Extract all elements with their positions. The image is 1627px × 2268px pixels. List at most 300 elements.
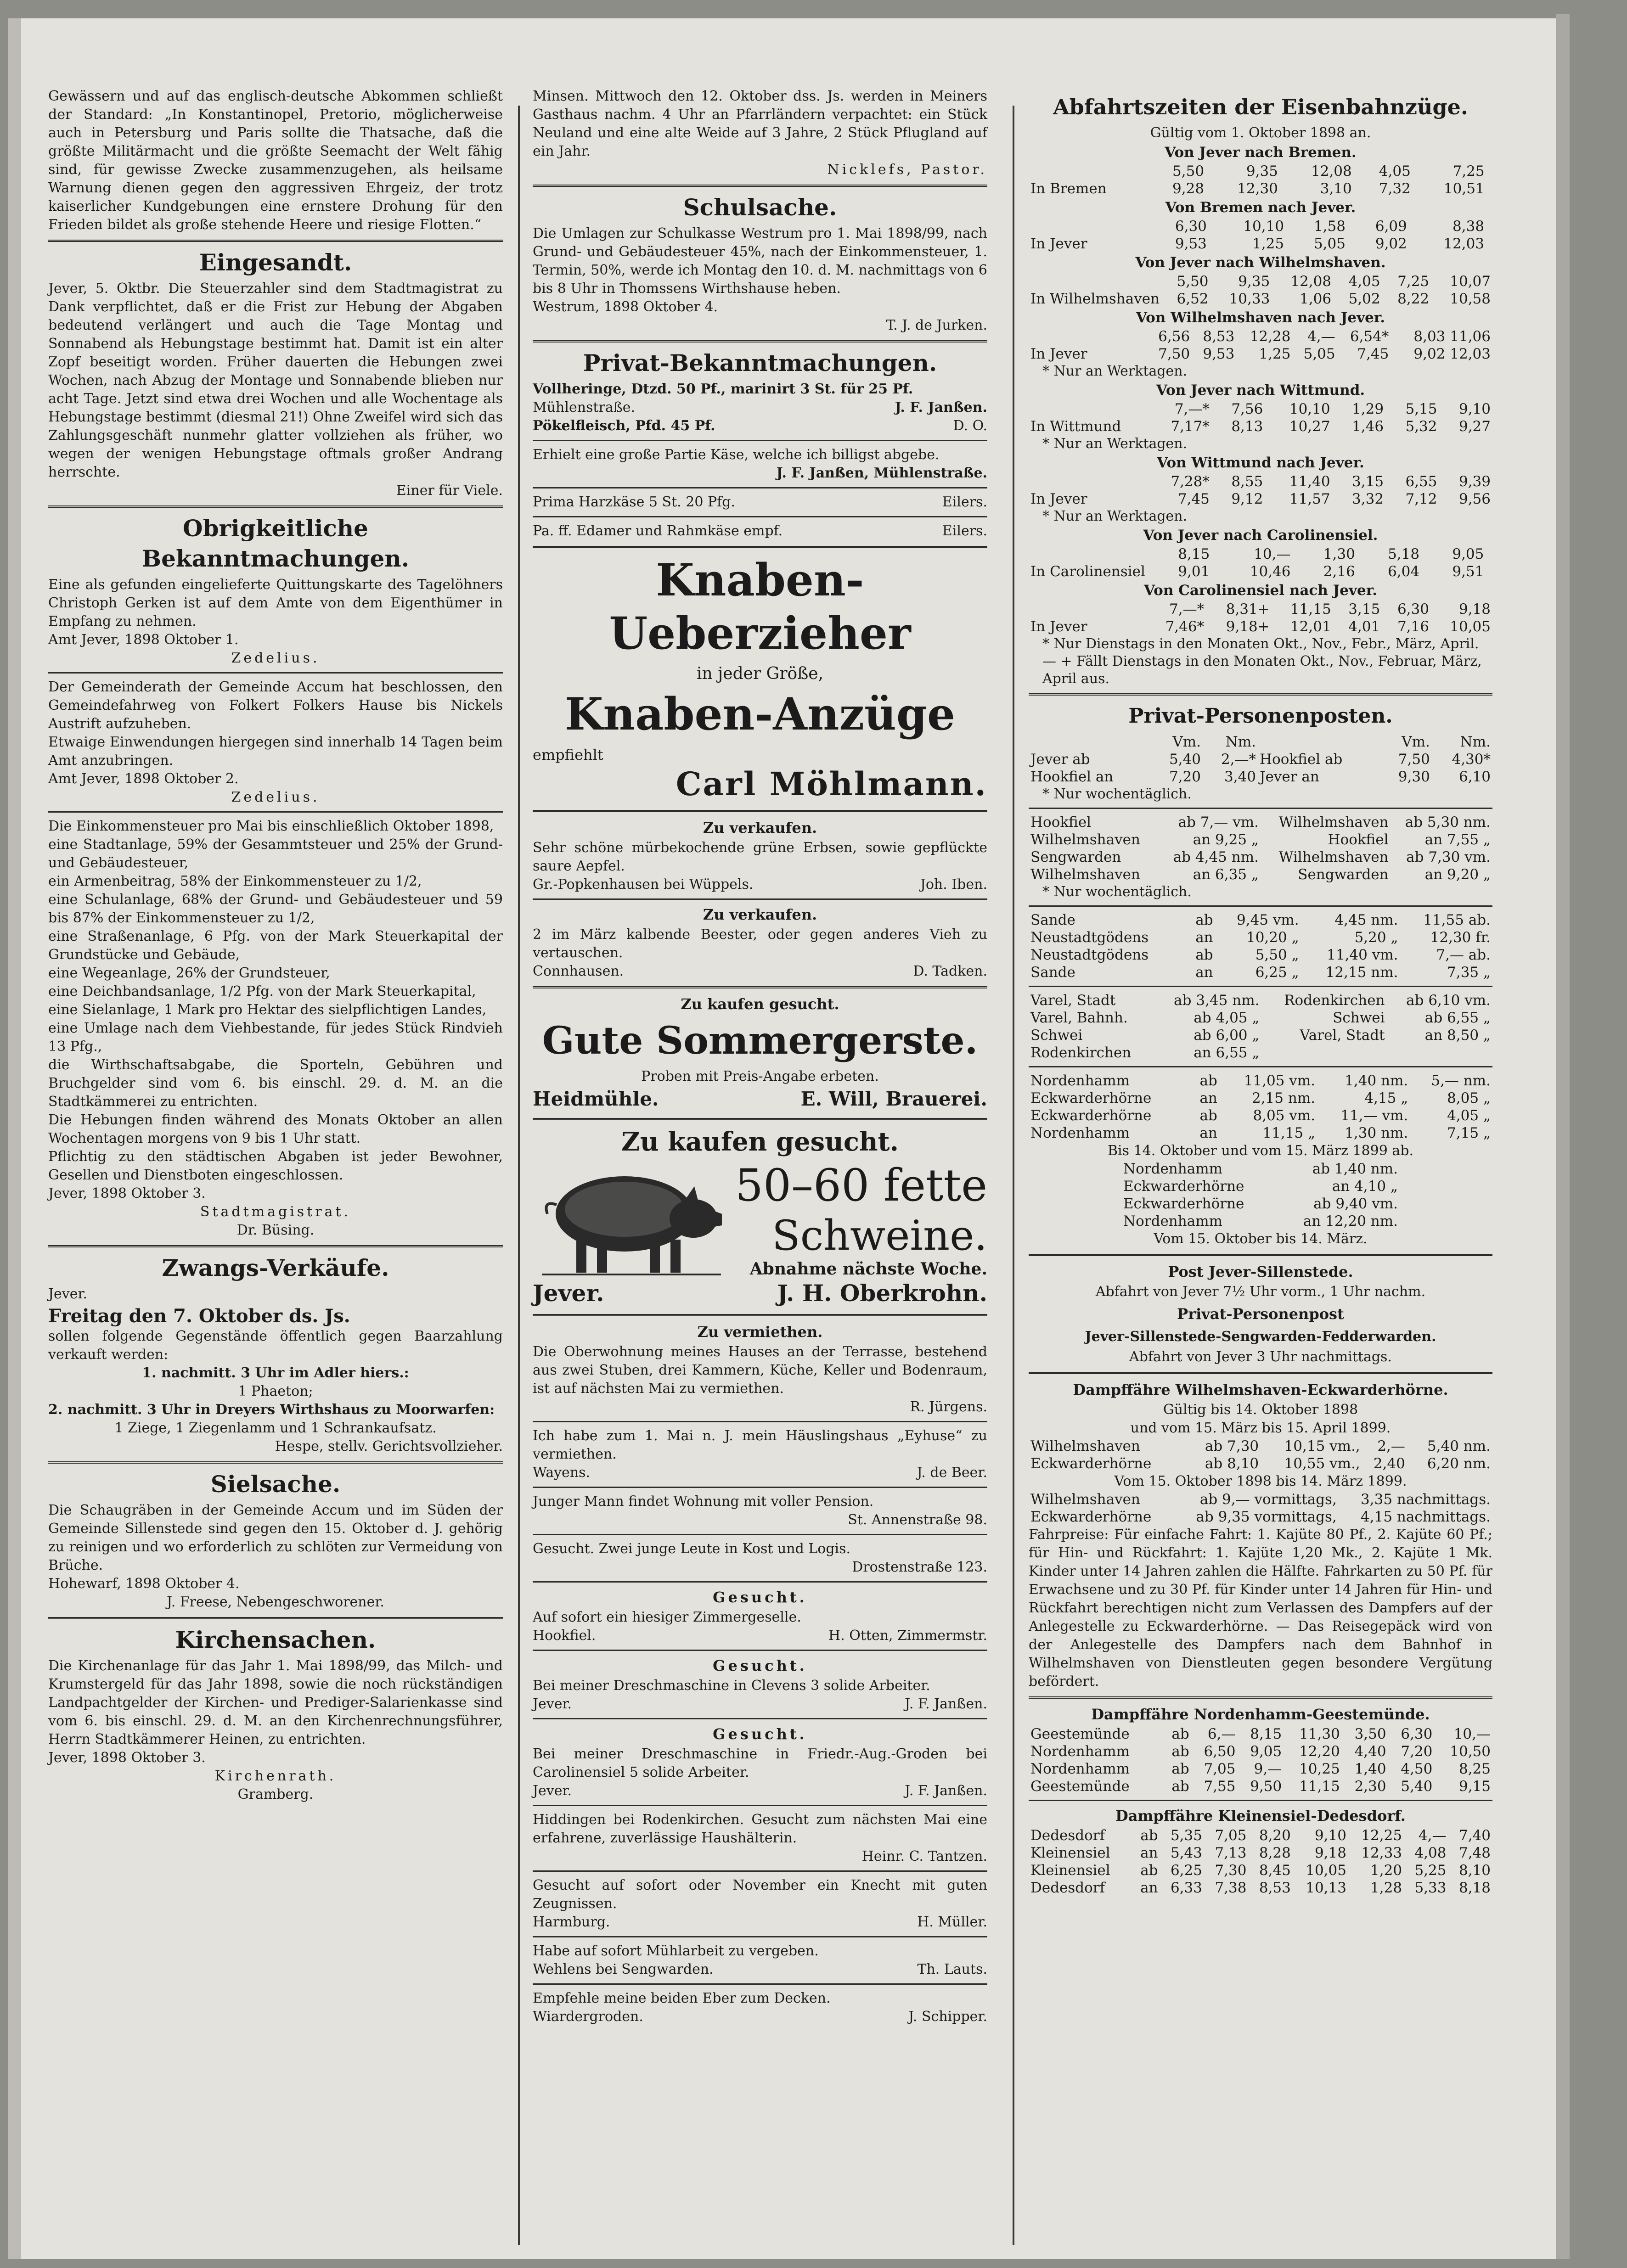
table-cell: 10,—	[1453, 1726, 1491, 1742]
table-cell: 9,—	[1254, 1761, 1282, 1777]
table-cell: Nordenhamm	[1123, 1161, 1223, 1177]
table-row	[1029, 418, 1492, 435]
divider	[533, 1534, 987, 1535]
table-cell: 6,30	[1397, 601, 1429, 618]
ad-line	[533, 876, 987, 894]
table-row	[1029, 1879, 1492, 1897]
notice-text: Eine als gefunden eingelieferte Quittungskarte des Tagelöhners Christoph Gerken ist auf dem Amte von dem Eigenthümer in Empfang zu nehmen.	[48, 577, 503, 629]
ad-heading: Zu verkaufen.	[703, 906, 817, 923]
table-cell: Wilhelmshaven	[1278, 849, 1389, 865]
table-cell: 7,50	[1398, 751, 1430, 768]
table-cell	[1029, 218, 1147, 235]
section-heading: Zwangs-Verkäufe.	[162, 1254, 389, 1281]
table-row	[1029, 328, 1492, 345]
table-cell: ab	[1140, 1827, 1158, 1844]
divider	[533, 516, 987, 517]
table-row	[1029, 1508, 1492, 1526]
table-cell: 7,25	[1397, 273, 1430, 290]
section-heading: Dampffähre Wilhelmshaven-Eckwarderhörne.	[1073, 1381, 1448, 1398]
table-cell	[1486, 545, 1492, 563]
section-heading: Kirchensachen.	[175, 1626, 376, 1653]
table-cell: 10,33	[1229, 291, 1270, 307]
table-row	[1029, 163, 1492, 180]
table-cell: Neustadtgödens	[1030, 947, 1149, 963]
table-cell: 2,—*	[1221, 751, 1256, 768]
table-cell: 6,30	[1175, 218, 1207, 235]
notice-place: Jever, 1898 Oktober 3.	[48, 1185, 206, 1201]
table-cell: 8,22	[1397, 291, 1430, 307]
table-cell: 9,45 vm.	[1237, 912, 1299, 928]
table-cell: 8,25	[1458, 1761, 1491, 1777]
letter-text: Jever, 5. Oktbr. Die Steuerzahler sind dem Stadtmagistrat zu Dank verpflichtet, daß er die Frist zur Hebung der Abgaben bedeutend verlängert und auch die Tage Montag und Sonnabend als Hebungstage bestimmt hat. Damit ist ein alter Zopf beseitigt worden. Früher dauerten die Hebungen zwei Wochen, nach Abzug der Montage und Sonnabende blieben nur acht Tage. Jetzt sind etwa drei Wochen und alle Wochentage als Hebungstage bestimmt (diesmal 21!) Ohne Zweifel wird sich das Zahlungsgeschäft nunmehr glatter vollziehen als früher, wo wegen der wenigen Hebungstage oftmals großer Andrang herrschte.	[48, 281, 503, 480]
table-cell: 8,55	[1231, 473, 1263, 490]
table-cell	[1029, 273, 1161, 290]
table-cell: ab	[1199, 1107, 1217, 1124]
table-row	[1029, 929, 1492, 946]
timetable-route-heading: Von Jever nach Wittmund.	[1156, 382, 1365, 399]
ferry-timetable	[1029, 1491, 1492, 1526]
table-cell	[1029, 733, 1152, 751]
table-cell: 1,29	[1352, 401, 1384, 417]
table-cell: 5,— nm.	[1431, 1072, 1491, 1089]
timetable-validity: und vom 15. März bis 15. April 1899.	[1130, 1420, 1391, 1436]
table-cell: 10,25	[1299, 1761, 1340, 1777]
table-cell: Nordenhamm	[1030, 1761, 1130, 1777]
section-heading: Dampffähre Kleinensiel-Dedesdorf.	[1115, 1807, 1406, 1825]
table-cell: 6,56	[1158, 328, 1190, 345]
table-cell: 9,50	[1250, 1778, 1282, 1795]
section-heading: Privat-Personenposten.	[1128, 704, 1393, 728]
timetable-note: * Nur wochentäglich.	[1042, 786, 1192, 802]
post-timetable	[1121, 1160, 1400, 1230]
ad-signature: Eilers.	[942, 494, 987, 510]
table-row	[1029, 235, 1492, 253]
table-cell: Nordenhamm	[1030, 1743, 1130, 1760]
sale-item: 1. nachmitt. 3 Uhr im Adler hiers.:	[142, 1365, 409, 1381]
table-cell: 7,17*	[1171, 418, 1210, 435]
table-cell: Nm.	[1225, 734, 1256, 750]
timetable-route-heading: Von Jever nach Bremen.	[1165, 144, 1357, 161]
section-heading: Post Jever-Sillenstede.	[1168, 1263, 1353, 1280]
table-cell: 5,05	[1313, 236, 1346, 252]
table-cell: 9,53	[1175, 236, 1207, 252]
ad-heading: Zu kaufen gesucht.	[681, 995, 839, 1013]
table-cell: Eckwarderhörne	[1030, 1455, 1152, 1472]
section-heading: Privat-Bekanntmachungen.	[583, 349, 937, 376]
timetable-route-heading: Von Wittmund nach Jever.	[1157, 455, 1364, 471]
table-cell: ab 3,45 nm.	[1174, 992, 1260, 1009]
article-continuation: Gewässern und auf das englisch-deutsche Abkommen schließt der Standard: „In Konstantinopel, Pretorio, möglicherweise auch in Petersburg und Paris sollte die Thatsache, daß die größte Militärmacht und die größte Seemacht der Welt fähig sind, für gewisse Zwecke zusammenzugehen, als heilsame Warnung dienen gegen den aggressiven Ehrgeiz, der trotz kaiserlicher Kundgebungen eine ernstere Drohung für den Frieden bildet als große stehende Heere und riesige Flotten.“	[48, 88, 503, 233]
table-row	[1029, 473, 1492, 490]
column-3	[1029, 87, 1492, 1897]
table-cell: 9,56	[1458, 491, 1491, 507]
table-cell: 4,05 „	[1447, 1107, 1491, 1124]
route-table	[1029, 400, 1492, 435]
table-cell: 5,50	[1172, 163, 1205, 180]
table-cell: 9,10	[1458, 401, 1491, 417]
timetable-validity: Vom 15. Oktober 1898 bis 14. März 1899.	[1114, 1473, 1407, 1489]
divider	[533, 1581, 987, 1583]
table-cell: 4,30*	[1452, 751, 1491, 768]
divider	[533, 546, 987, 548]
ad-line	[533, 1627, 987, 1645]
divider	[533, 1870, 987, 1872]
table-cell: 8,53	[1259, 1880, 1291, 1896]
ad-text: Ich habe zum 1. Mai n. J. mein Häuslingshaus „Eyhuse“ zu vermiethen.	[533, 1428, 987, 1462]
table-cell: 6,—	[1207, 1726, 1236, 1742]
table-cell: Kleinensiel	[1030, 1862, 1110, 1879]
table-cell: Hookfiel ab	[1260, 751, 1343, 768]
table-cell: Eckwarderhörne	[1030, 1107, 1152, 1124]
table-cell: 8,20	[1259, 1827, 1291, 1844]
table-cell: 7,15 „	[1447, 1125, 1491, 1141]
divider	[1029, 1800, 1492, 1801]
table-row	[1029, 1743, 1492, 1760]
timetable-note: * Nur an Werktagen.	[1042, 363, 1188, 379]
table-cell: 7,46*	[1165, 618, 1205, 635]
table-cell: 9,18	[1314, 1845, 1346, 1861]
route-table	[1029, 601, 1492, 635]
ad-footer	[533, 1086, 987, 1112]
notice-signature: Kirchenrath.	[214, 1768, 337, 1784]
table-cell: 10,50	[1450, 1743, 1491, 1760]
table-cell: ab 6,00 „	[1194, 1027, 1260, 1044]
ad-text: Pökelfleisch, Pfd. 45 Pf.	[533, 418, 715, 434]
table-cell: 8,10	[1458, 1862, 1491, 1879]
ad-place: Heidmühle.	[533, 1088, 659, 1110]
table-row	[1029, 911, 1492, 929]
ad-headline: Knaben-Anzüge	[564, 688, 956, 740]
table-cell: ab	[1171, 1726, 1189, 1742]
ad-heading: Zu kaufen gesucht.	[621, 1127, 899, 1157]
table-cell: 8,15	[1250, 1726, 1282, 1742]
table-row	[1029, 601, 1492, 618]
ad-text: 2 im März kalbende Beester, oder gegen anderes Vieh zu vertauschen.	[533, 926, 987, 961]
ad-signature: Th. Lauts.	[917, 1961, 987, 1977]
table-cell: 8,15	[1178, 546, 1210, 562]
table-cell	[1029, 400, 1147, 418]
table-cell: 9,27	[1458, 418, 1491, 435]
table-cell: 1,46	[1352, 418, 1384, 435]
table-cell: 1,58	[1313, 218, 1346, 235]
table-cell: Jever ab	[1030, 751, 1090, 768]
table-cell: 3,40	[1224, 769, 1256, 785]
page-edge	[1556, 14, 1570, 2259]
ad-place: Harmburg.	[533, 1914, 610, 1930]
table-cell: ab	[1171, 1743, 1189, 1760]
notice-signature: Zedelius.	[231, 650, 320, 666]
table-cell: 7,55	[1204, 1778, 1236, 1795]
table-cell: 6,50	[1204, 1743, 1236, 1760]
table-cell: 7,56	[1231, 401, 1263, 417]
tax-text: Pflichtig zu den städtischen Abgaben ist jeder Bewohner, Gesellen und Dienstboten eingeschlossen.	[48, 1149, 503, 1183]
pig-ad	[533, 1159, 987, 1278]
table-cell: 4,—	[1307, 328, 1335, 345]
table-cell: an	[1199, 1125, 1217, 1141]
table-cell: an 8,50 „	[1424, 1027, 1491, 1044]
tax-item: eine Umlage nach dem Viehbestande, für jedes Stück Rindvieh 13 Pfg.,	[48, 1020, 503, 1055]
section-heading: Obrigkeitliche Bekanntmachungen.	[141, 515, 410, 572]
ad-place: Wiardergroden.	[533, 2009, 643, 2025]
divider	[533, 1936, 987, 1937]
table-cell: 4,15 „	[1364, 1090, 1408, 1106]
table-cell: 9,01	[1178, 563, 1210, 580]
table-cell: 11,15	[1299, 1778, 1340, 1795]
table-cell: 7,28*	[1171, 473, 1210, 490]
table-cell: 4,05	[1348, 273, 1380, 290]
divider	[1029, 1696, 1492, 1699]
table-row	[1029, 1124, 1492, 1142]
tax-item: eine Deichbandsanlage, 1/2 Pfg. von der Mark Steuerkapital,	[48, 983, 476, 999]
tax-item: die Wirthschaftsabgabe, die Sporteln, Gebühren und Bruchgelder sind vom 6. bis einschl. 29. d. M. an die Stadtkämmerei zu entrichten.	[48, 1057, 503, 1110]
ad-signature: J. F. Janßen.	[895, 399, 987, 415]
table-cell: an 4,10 „	[1332, 1178, 1398, 1195]
timetable-note: * Nur Dienstags in den Monaten Okt., Nov., Febr., März, April. — + Fällt Dienstags in den Monaten Okt., Nov., Februar, März, April aus.	[1042, 636, 1482, 687]
table-cell: 7,12	[1405, 491, 1437, 507]
table-cell: 9,30	[1398, 769, 1430, 785]
divider	[533, 487, 987, 488]
table-row	[1121, 1178, 1400, 1195]
table-cell: 10,15 vm.,	[1284, 1438, 1360, 1454]
ad-place: Jever.	[533, 1280, 604, 1307]
table-cell: 9,35	[1246, 163, 1278, 180]
table-cell: Dedesdorf	[1030, 1880, 1105, 1896]
ad-signature: R. Jürgens.	[910, 1399, 987, 1415]
table-row	[1029, 1089, 1492, 1107]
table-row	[1029, 490, 1492, 508]
table-cell: Nordenhamm	[1030, 1072, 1130, 1089]
table-cell: 7,20	[1169, 769, 1201, 785]
table-cell: 10,05	[1306, 1862, 1346, 1879]
table-cell: ab 4,45 nm.	[1173, 849, 1259, 865]
table-cell: 6,25 „	[1255, 964, 1299, 981]
notice-signature: T. J. de Jurken.	[886, 317, 987, 333]
notice-text: Minsen. Mittwoch den 12. Oktober dss. Js. werden in Meiners Gasthaus nachm. 4 Uhr an Pfarrländern verpachtet: ein Stück Neuland und eine alte Weide auf 3 Jahre, 2 Stück Pflugland auf ein Jahr.	[533, 88, 987, 159]
table-cell: 6,09	[1375, 218, 1407, 235]
table-cell: In Jever	[1030, 236, 1087, 252]
ad-signature: J. F. Janßen.	[905, 1783, 987, 1799]
table-cell: an	[1195, 929, 1213, 946]
table-row	[1029, 1725, 1492, 1743]
table-cell: Sengwarden	[1030, 849, 1121, 865]
table-cell	[1029, 473, 1147, 490]
table-cell: ab 9,— vormittags,	[1199, 1491, 1337, 1508]
table-cell	[1387, 1044, 1492, 1061]
table-cell: 5,32	[1405, 418, 1437, 435]
table-cell: 5,35	[1170, 1827, 1203, 1844]
ad-place: Connhausen.	[533, 963, 624, 979]
table-cell: Rodenkirchen	[1284, 992, 1385, 1009]
table-cell: 5,05	[1303, 346, 1335, 362]
table-row	[1029, 1009, 1492, 1027]
table-cell: an 9,20 „	[1424, 866, 1491, 883]
table-cell: 4,15 nachmittags.	[1361, 1509, 1491, 1525]
notice-place: Jever, 1898 Oktober 3.	[48, 1750, 206, 1766]
table-cell: 9,28	[1172, 180, 1205, 197]
letter-signature: Einer für Viele.	[396, 483, 503, 499]
table-cell: Hookfiel	[1030, 814, 1092, 831]
ad-signature: Joh. Iben.	[920, 876, 987, 893]
section-heading: Privat-Personenpost	[1177, 1305, 1344, 1323]
table-cell: 6,52	[1177, 291, 1209, 307]
table-cell: 1,30	[1323, 546, 1355, 562]
table-cell: Jever an	[1260, 769, 1319, 785]
table-cell: Nm.	[1460, 734, 1491, 750]
ad-text: Prima Harzkäse 5 St. 20 Pfg.	[533, 494, 735, 510]
notice-place: Westrum, 1898 Oktober 4.	[533, 299, 718, 315]
table-cell: 10,46	[1250, 563, 1291, 580]
table-cell: 6,33	[1170, 1880, 1203, 1896]
ad-headline: Gute Sommergerste.	[542, 1019, 978, 1063]
table-cell: 11,57	[1289, 491, 1330, 507]
table-cell: 1,30 nm.	[1345, 1125, 1408, 1141]
table-cell: 9,18+	[1226, 618, 1270, 635]
table-cell: 5,25	[1414, 1862, 1447, 1879]
table-row	[1029, 1844, 1492, 1862]
table-cell: 7,48	[1458, 1845, 1491, 1861]
ad-place: Hookfiel.	[533, 1628, 596, 1644]
table-cell: ab 9,40 vm.	[1313, 1196, 1398, 1212]
table-cell	[1486, 563, 1492, 580]
table-cell: Hookfiel an	[1030, 769, 1114, 785]
ad-signature: H. Müller.	[917, 1914, 987, 1930]
table-cell: an 7,55 „	[1424, 831, 1491, 848]
divider	[1029, 1372, 1492, 1374]
ad-headline: 50–60 fette	[735, 1160, 987, 1211]
table-cell: 7,45	[1357, 346, 1389, 362]
tax-text: Die Hebungen finden während des Monats Oktober an allen Wochentagen morgens von 9 bis 1 Uhr statt.	[48, 1112, 503, 1146]
table-cell: ab 8,10	[1205, 1455, 1259, 1472]
table-cell: 3,15	[1348, 601, 1380, 618]
divider	[48, 811, 503, 813]
table-cell	[1029, 545, 1147, 563]
section-heading: Sielsache.	[210, 1471, 341, 1498]
table-cell: 5,43	[1170, 1845, 1203, 1861]
table-cell: 12,01	[1290, 618, 1331, 635]
table-cell: 7,—*	[1169, 601, 1205, 618]
table-cell: 9,15	[1458, 1778, 1491, 1795]
table-row	[1029, 218, 1492, 235]
table-cell: 4,45 nm.	[1334, 912, 1398, 928]
table-cell: ab	[1171, 1761, 1189, 1777]
table-cell: 9,39	[1458, 473, 1491, 490]
table-cell: 2,30	[1354, 1778, 1386, 1795]
table-row	[1029, 180, 1492, 197]
table-cell: 4,40	[1354, 1743, 1386, 1760]
divider	[1029, 1066, 1492, 1067]
table-cell: Sengwarden	[1298, 866, 1389, 883]
timetable-validity: Gültig bis 14. Oktober 1898	[1163, 1402, 1358, 1418]
table-row	[1029, 290, 1492, 308]
table-row	[1029, 992, 1492, 1009]
table-row	[1029, 848, 1492, 866]
table-row	[1029, 946, 1492, 964]
ad-text: Bei meiner Dreschmaschine in Friedr.-Aug.-Groden bei Carolinensiel 5 solide Arbeiter.	[533, 1746, 987, 1780]
table-cell: 7,50	[1158, 346, 1190, 362]
table-cell	[1261, 1044, 1386, 1061]
table-cell: 1,25	[1259, 346, 1291, 362]
table-cell: 3,35 nachmittags.	[1361, 1491, 1491, 1508]
ad-headline: Knaben-Ueberzieher	[609, 554, 911, 659]
table-cell: In Carolinensiel	[1030, 563, 1145, 580]
table-cell: Varel, Stadt	[1030, 992, 1116, 1009]
table-cell: 7,32	[1379, 180, 1411, 197]
ad-text: Hiddingen bei Rodenkirchen. Gesucht zum nächsten Mai eine erfahrene, zuverlässige Haushälterin.	[533, 1812, 987, 1846]
table-cell: 7,05	[1204, 1761, 1236, 1777]
table-cell: 5,20 „	[1354, 929, 1398, 946]
table-cell: Schwei	[1030, 1027, 1083, 1044]
post-timetable	[1029, 733, 1492, 786]
ad-place: Gr.-Popkenhausen bei Wüppels.	[533, 876, 754, 893]
table-cell: 8,05 „	[1447, 1090, 1491, 1106]
ad-text: in jeder Größe,	[696, 664, 824, 683]
ad-firm: J. H. Oberkrohn.	[777, 1280, 987, 1307]
table-cell: 7,35 „	[1447, 964, 1491, 981]
table-cell: 12,15 nm.	[1325, 964, 1398, 981]
table-cell: Eckwarderhörne	[1030, 1090, 1152, 1106]
notice-place: Hohewarf, 1898 Oktober 4.	[48, 1576, 240, 1592]
route-table	[1029, 545, 1492, 580]
ad-text: Erhielt eine große Partie Käse, welche ich billigst abgebe.	[533, 447, 940, 463]
table-cell: an	[1199, 1090, 1217, 1106]
table-cell: Hookfiel	[1328, 831, 1389, 848]
table-cell: 9,12	[1231, 491, 1263, 507]
table-cell: 7,13	[1215, 1845, 1247, 1861]
ad-place: Jever.	[533, 1783, 572, 1799]
table-cell: an	[1195, 964, 1213, 981]
table-row	[1029, 1862, 1492, 1879]
table-cell: Wilhelmshaven	[1030, 1491, 1140, 1508]
ad-line	[533, 1782, 987, 1800]
table-cell: 8,45	[1259, 1862, 1291, 1879]
table-cell: 9,18	[1458, 601, 1491, 618]
fare-text: Fahrpreise: Für einfache Fahrt: 1. Kajüte 80 Pf., 2. Kajüte 60 Pf.; für Hin- und Rückfahrt: 1. Kajüte 1,20 Mk., 2. Kajüte 1 Mk. Kinder unter 14 Jahren zahlen die Hälfte. Fahrkarten zu 50 Pf. für Erwachsene und zu 30 Pf. für Kinder unter 14 Jahren für Hin- und Rückfahrt berechtigen nicht zum Verlassen des Dampfers auf der Anlegestelle zu Eckwarderhörne. — Das Reisegepäck wird von der Anlegestelle des Dampfers nach dem Bahnhof in Wilhelmshaven von Dienstleuten gegen besondere Vergütung befördert.	[1029, 1527, 1492, 1690]
table-cell: 12,08	[1311, 163, 1352, 180]
section-heading: Schulsache.	[683, 194, 837, 221]
table-cell: 10,07	[1450, 273, 1491, 290]
divider	[533, 898, 987, 900]
timetable-note: * Nur wochentäglich.	[1042, 884, 1192, 900]
table-cell: 10,20 „	[1246, 929, 1299, 946]
ad-heading: Gesucht.	[713, 1725, 807, 1743]
table-row	[1029, 618, 1492, 635]
ad-heading: Gesucht.	[713, 1657, 807, 1674]
table-cell: 9,53	[1203, 346, 1235, 362]
table-cell: 11,15 „	[1262, 1125, 1316, 1141]
ad-signature: J. F. Janßen, Mühlenstraße.	[776, 465, 987, 481]
ad-line	[533, 522, 987, 540]
table-cell: 1,40	[1354, 1761, 1386, 1777]
table-cell: 12,25	[1361, 1827, 1402, 1844]
table-cell: 5,02	[1348, 291, 1380, 307]
table-cell: 5,40 nm.	[1427, 1438, 1491, 1454]
table-cell: In Jever	[1030, 618, 1087, 635]
timetable-note: * Nur an Werktagen.	[1042, 436, 1188, 452]
ad-text: Proben mit Preis-Angabe erbeten.	[641, 1068, 879, 1084]
tax-intro: Die Einkommensteuer pro Mai bis einschließlich Oktober 1898,	[48, 818, 494, 834]
ad-address: St. Annenstraße 98.	[848, 1512, 987, 1528]
table-row	[1029, 563, 1492, 580]
table-cell: 4,05	[1379, 163, 1411, 180]
timetable-route-heading: Von Wilhelmshaven nach Jever.	[1136, 309, 1385, 326]
ad-line	[533, 1913, 987, 1931]
table-cell: 3,50	[1354, 1726, 1386, 1742]
table-cell: 12,28	[1250, 328, 1291, 345]
table-cell	[1029, 163, 1147, 180]
notice-place: Amt Jever, 1898 Oktober 2.	[48, 771, 239, 787]
table-cell: 6,54*	[1350, 328, 1389, 345]
sale-item-detail: 1 Ziege, 1 Ziegenlamm und 1 Schrankaufsatz.	[114, 1420, 437, 1436]
